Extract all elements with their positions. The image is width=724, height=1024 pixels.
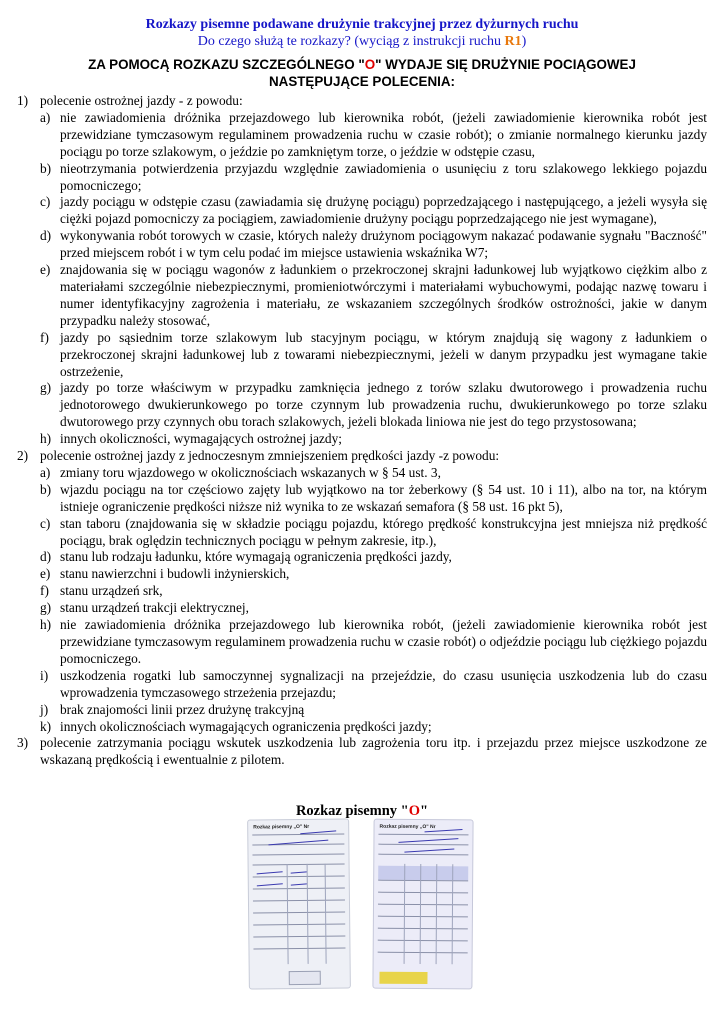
slip-line [378,844,468,846]
slip-line [378,880,468,882]
item-marker: e) [40,262,51,278]
item-marker: b) [40,481,52,497]
list-item [17,516,707,550]
slip-column-line [287,864,289,964]
section-heading [40,56,684,90]
slip-line [252,854,344,856]
list-item [17,262,707,330]
subtitle-close: ) [521,34,527,49]
list-item [17,600,707,617]
slip-line [253,948,345,950]
slip-line [253,888,345,890]
item-text: polecenie zatrzymania pociągu wskutek uszkodzenia lub zagrożenia toru itp. i przejazdu przez miejsce uszkodzone ze wskazaną prędkością i ewentualnie z pilotem. [40,735,707,768]
instruction-list [17,93,707,769]
item-text: innych okolicznościach wymagających ograniczenia prędkości jazdy; [60,718,432,734]
slip-column-line [307,864,309,964]
slip-line [253,864,345,866]
list-item [17,549,707,566]
slip-line [378,916,468,918]
item-text: zmiany toru wjazdowego w okolicznościach wskazanych w § 54 ust. 3, [60,464,441,480]
handwriting-mark [291,871,307,873]
slip-line [378,854,468,856]
handwriting-mark [291,883,307,885]
item-text: stanu urządzeń trakcji elektrycznej, [60,600,249,616]
item-marker: f) [40,329,49,345]
item-marker: h) [40,617,52,633]
item-text: stanu lub rodzaju ładunku, które wymagają ograniczenia prędkości jazdy, [60,549,452,565]
item-marker: g) [40,380,52,396]
slip-line [253,912,345,914]
item-marker: f) [40,583,49,599]
slip-column-line [325,864,327,964]
item-text: brak znajomości linii przez drużynę trakcyjną [60,701,305,717]
slip-column-line [452,864,454,964]
list-item [17,735,707,769]
slip-line [378,928,468,930]
item-text: nie zawiadomienia dróżnika przejazdowego lub kierownika robót, (jeżeli zawiadomienie kierownika robót jest przewidziane tymczasowym regulaminem prowadzenia ruchu w czasie robót); o zmianie normalnego kierunku jazdy pociągu po torze szlakowym, o jeździe po zamkniętym torze, o jeździe w odstępie czasu, [60,109,707,159]
list-item [17,482,707,516]
item-text: polecenie ostrożnej jazdy - z powodu: [40,93,243,108]
item-text: jazdy po torze właściwym w przypadku zamknięcia jednego z torów szlaku dwutorowego i prowadzenia ruchu jednotorowego dwukierunkowego po torze czynnym lub prowadzenia ruchu, dwukierunkowego po torze szlaku dwutorowego przy czynnych obu torach szlakowych, jeżeli blokada liniowa nie jest do tego przystosowana; [60,380,707,430]
slip-stamp [290,972,320,984]
item-text: znajdowania się w pociągu wagonów z ładunkiem o przekroczonej skrajni ładunkowej lub wyjątkowo ciężkim albo z materiałami szczególnie niebezpiecznymi, promieniotwórczymi i materiałami wybuchowymi, podając nazwę towaru i numer identyfikacyjny zagrożenia i materiału, ze wskazaniem szczególnych środków ostrożności, jakie w danym przypadku należy stosować, [60,262,707,328]
list-item [17,431,707,448]
slip-line [378,892,468,894]
order-slip-photo-right [373,820,472,989]
item-marker: e) [40,566,51,582]
page-title: Rozkazy pisemne podawane drużynie trakcyjnej przez dyżurnych ruchu [145,17,579,32]
figure-caption [0,803,724,820]
list-item [17,228,707,262]
slip-line [378,834,468,836]
subtitle-text: Do czego służą te rozkazy? (wyciąg z instrukcji ruchu [197,34,505,49]
item-marker: b) [40,160,52,176]
slip-line [252,834,344,836]
slip-line [253,924,345,926]
order-slip-photo-left [248,819,350,988]
handwriting-mark [398,838,458,843]
handwriting-mark [257,883,283,886]
caption-o-letter: O [408,803,420,819]
item-marker: a) [40,464,51,480]
list-item [17,465,707,482]
item-text: polecenie ostrożnej jazdy z jednoczesnym zmniejszeniem prędkości jazdy -z powodu: [40,448,500,464]
list-item [17,93,707,110]
item-text: stanu nawierzchni i budowli inżynierskich, [60,566,290,582]
handwriting-mark [257,871,283,874]
item-text: wykonywania robót torowych w czasie, których należy drużynom pociągowym nakazać podawanie sygnału "Baczność" przed miejscem robót i w tym celu podać im miejsce ustawienia wskaźnika W7; [60,228,707,261]
list-item [17,583,707,600]
slip-line [378,940,468,942]
item-text: jazdy po sąsiednim torze szlakowym lub stacyjnym pociągu, w którym znajdują się wagony z ładunkiem o przekroczonej skrajni ładunkowej lub z towarami niebezpiecznymi, jeżeli w danym przypadku jest wymagane takie ostrzeżenie, [60,329,707,379]
handwriting-mark [404,848,454,852]
item-marker: d) [40,549,52,565]
item-marker: a) [40,109,51,125]
heading-o-letter: O [364,57,376,72]
item-marker: h) [40,431,52,447]
list-item [17,668,707,702]
list-item [17,380,707,431]
item-text: innych okoliczności, wymagających ostrożnej jazdy; [60,431,342,447]
slip-line [253,936,345,938]
item-marker: 3) [17,735,29,751]
item-text: nie zawiadomienia dróżnika przejazdowego lub kierownika robót, (jeżeli zawiadomienie kierownika robót jest przewidziane tymczasowym regulaminem prowadzenia ruchu w czasie robót) o odjeździe pociągu lub ciężkiego pojazdu pomocniczego. [60,617,707,666]
item-text: uszkodzenia rogatki lub samoczynnej sygnalizacji na przejeździe, do czasu usunięcia uszkodzenia lub do czasu wprowadzenia tymczasowego strzeżenia przejazdu; [60,667,707,700]
page-subtitle [0,33,724,50]
slip-line [253,876,345,878]
caption-close: " [420,803,429,819]
item-text: stanu urządzeń srk, [60,583,163,599]
item-marker: g) [40,600,52,616]
item-marker: j) [40,701,49,717]
list-item [17,161,707,195]
list-item [17,448,707,465]
slip-column-line [404,864,406,964]
slip-line [378,952,468,954]
slip-column-line [436,864,438,964]
item-text: jazdy pociągu w odstępie czasu (zawiadamia się drużynę pociągu) poprzedzającego i następującego, a jeżeli wysyła się ciężki pojazd pomocniczy za pociągiem, zawiadomienie drużyny pociągu poprzedzającego nie jest wymagane), [60,194,707,227]
item-marker: i) [40,667,49,683]
item-marker: c) [40,515,51,531]
caption-text: Rozkaz pisemny " [295,803,409,819]
list-item [17,566,707,583]
slip-stamp [379,972,427,984]
item-text: nieotrzymania potwierdzenia przyjazdu względnie zawiadomienia o usunięciu z toru szlakowego lekkiego pojazdu pomocniczego; [60,160,707,193]
heading-end: " WYDAJE SIĘ DRUŻYNIE POCIĄGOWEJ NASTĘPUJĄCE POLECENIA: [268,57,636,89]
slip-column-line [420,864,422,964]
item-marker: d) [40,228,52,244]
item-marker: k) [40,718,52,734]
subtitle-r1: R1 [504,34,522,49]
item-text: stan taboru (znajdowania się w składzie pociągu pojazdu, którego prędkość konstrukcyjna jest mniejsza niż prędkość pociągu, brak oględzin technicznych pociągu w pełnym zakresie, itp.), [60,515,707,548]
item-marker: 2) [17,448,29,464]
list-item [17,194,707,228]
slip-table-header [378,866,468,881]
item-marker: 1) [17,93,29,108]
list-item [17,617,707,668]
list-item [17,719,707,736]
slip-header-text: Rozkaz pisemny „O" Nr [379,823,436,831]
slip-header-text: Rozkaz pisemny „O" Nr [253,823,310,831]
item-text: wjazdu pociągu na tor częściowo zajęty lub wyjątkowo na tor żeberkowy (§ 54 ust. 10 i 11), albo na tor, na którym istnieje ograniczenie prędkości niższe niż wynika to ze wskazań semafora (§ 58 ust. 16 pkt 5), [60,481,707,514]
list-item [17,702,707,719]
heading-start: ZA POMOCĄ ROZKAZU SZCZEGÓLNEGO " [88,57,365,72]
list-item [17,330,707,381]
slip-line [378,904,468,906]
slip-line [252,844,344,846]
list-item [17,110,707,161]
item-marker: c) [40,194,51,210]
slip-line [253,900,345,902]
